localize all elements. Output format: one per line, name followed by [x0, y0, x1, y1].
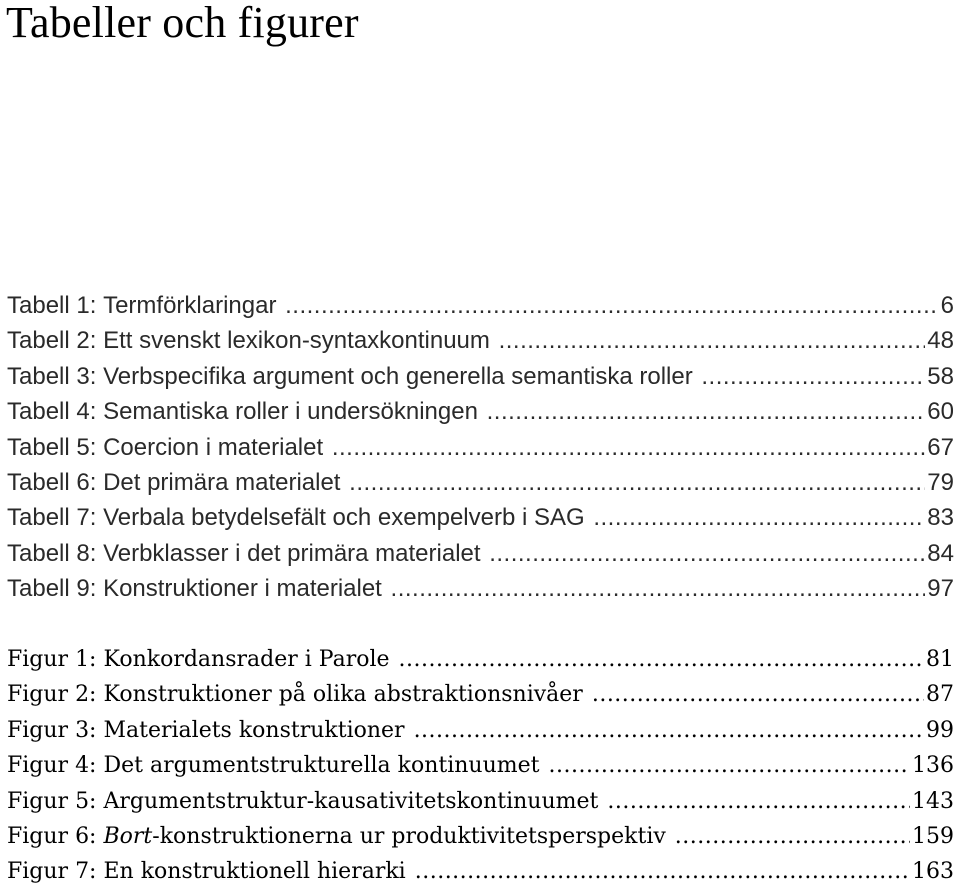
table-entry-7[interactable]	[7, 500, 954, 535]
dot-leader	[593, 500, 925, 535]
dot-leader	[349, 465, 925, 500]
figure-entry-1[interactable]	[7, 642, 954, 677]
entry-label: Tabell 6:	[7, 468, 97, 496]
table-entry-4[interactable]	[7, 394, 954, 429]
entry-title-rest: -konstruktionerna ur produktivitetsperspektiv	[152, 823, 666, 849]
page-number: 97	[927, 575, 954, 603]
page-number: 143	[912, 788, 954, 814]
page-number: 136	[912, 753, 954, 779]
page-number: 6	[940, 292, 954, 319]
entry-title: Verbala betydelsefält och exempelverb i SAG	[103, 504, 585, 532]
entry-label: Figur 6:	[7, 823, 97, 849]
entry-label: Tabell 3:	[7, 362, 97, 390]
entry-title: Verbklasser i det primära materialet	[103, 539, 481, 567]
dot-leader	[391, 571, 926, 606]
entry-title: Konstruktioner i materialet	[103, 575, 382, 603]
table-entry-5[interactable]	[7, 430, 954, 465]
entry-title: Verbspecifika argument och generella semantiska roller	[103, 362, 693, 390]
dot-leader	[487, 394, 926, 429]
dot-leader	[489, 536, 925, 571]
entry-label: Figur 5:	[7, 788, 97, 814]
entry-title: Semantiska roller i undersökningen	[103, 398, 478, 426]
entry-title: Konkordansrader i Parole	[103, 647, 390, 672]
entry-title: Materialets konstruktioner	[103, 717, 405, 743]
entry-label: Figur 3:	[7, 717, 97, 743]
dot-leader	[415, 854, 910, 889]
entry-label: Figur 2:	[7, 682, 97, 708]
figure-entry-7[interactable]	[7, 854, 954, 889]
entry-label: Figur 1:	[7, 647, 97, 672]
dot-leader	[701, 359, 925, 394]
page-number: 67	[927, 433, 954, 461]
page-number: 81	[926, 647, 954, 672]
entry-label: Tabell 7:	[7, 504, 97, 532]
dot-leader	[414, 713, 924, 748]
entry-label: Figur 4:	[7, 753, 97, 779]
page-number: 48	[927, 327, 954, 355]
entry-label: Tabell 1:	[7, 292, 97, 319]
entry-title: Ett svenskt lexikon-syntaxkontinuum	[103, 327, 490, 355]
page-number: 84	[927, 539, 954, 567]
entry-label: Tabell 5:	[7, 433, 97, 461]
page-number: 79	[927, 468, 954, 496]
entry-label: Figur 7:	[7, 859, 97, 885]
table-entry-6[interactable]	[7, 465, 954, 500]
entry-title: Det argumentstrukturella kontinuumet	[103, 753, 540, 779]
dot-leader	[592, 677, 924, 712]
figure-entry-4[interactable]	[7, 748, 954, 783]
entry-label: Tabell 4:	[7, 398, 97, 426]
entry-title: Termförklaringar	[103, 292, 277, 319]
page-number: 87	[926, 682, 954, 708]
table-entry-8[interactable]	[7, 536, 954, 571]
entry-title-italic: Bort	[103, 823, 153, 849]
table-entry-9[interactable]	[7, 571, 954, 606]
table-entry-3[interactable]	[7, 359, 954, 394]
dot-leader	[399, 642, 924, 677]
entry-title: En konstruktionell hierarki	[103, 859, 406, 885]
figure-entry-2[interactable]	[7, 677, 954, 712]
page-number: 163	[912, 859, 954, 885]
dot-leader	[332, 430, 925, 465]
table-entry-2[interactable]	[7, 323, 954, 358]
figure-entry-5[interactable]	[7, 784, 954, 819]
figure-entry-3[interactable]	[7, 713, 954, 748]
entry-title	[103, 819, 665, 854]
entry-label: Tabell 9:	[7, 575, 97, 603]
entry-title: Argumentstruktur-kausativitetskontinuumet	[103, 788, 599, 814]
page-number: 159	[912, 823, 954, 849]
entry-title: Coercion i materialet	[103, 433, 324, 461]
page-number: 58	[927, 362, 954, 390]
entry-label: Tabell 2:	[7, 327, 97, 355]
page-number: 60	[927, 398, 954, 426]
figure-entry-6[interactable]	[7, 819, 954, 854]
list-of-tables	[7, 288, 954, 607]
entry-label: Tabell 8:	[7, 539, 97, 567]
page-number: 99	[926, 717, 954, 743]
page-title: Tabeller och figurer	[6, 0, 359, 47]
list-of-figures	[7, 642, 954, 890]
dot-leader	[285, 288, 939, 323]
entry-title: Det primära materialet	[103, 468, 341, 496]
dot-leader	[499, 323, 926, 358]
dot-leader	[675, 819, 910, 854]
dot-leader	[607, 784, 910, 819]
entry-title: Konstruktioner på olika abstraktionsnivåer	[103, 682, 583, 708]
dot-leader	[548, 748, 910, 783]
page-number: 83	[927, 504, 954, 532]
table-entry-1[interactable]	[7, 288, 954, 323]
